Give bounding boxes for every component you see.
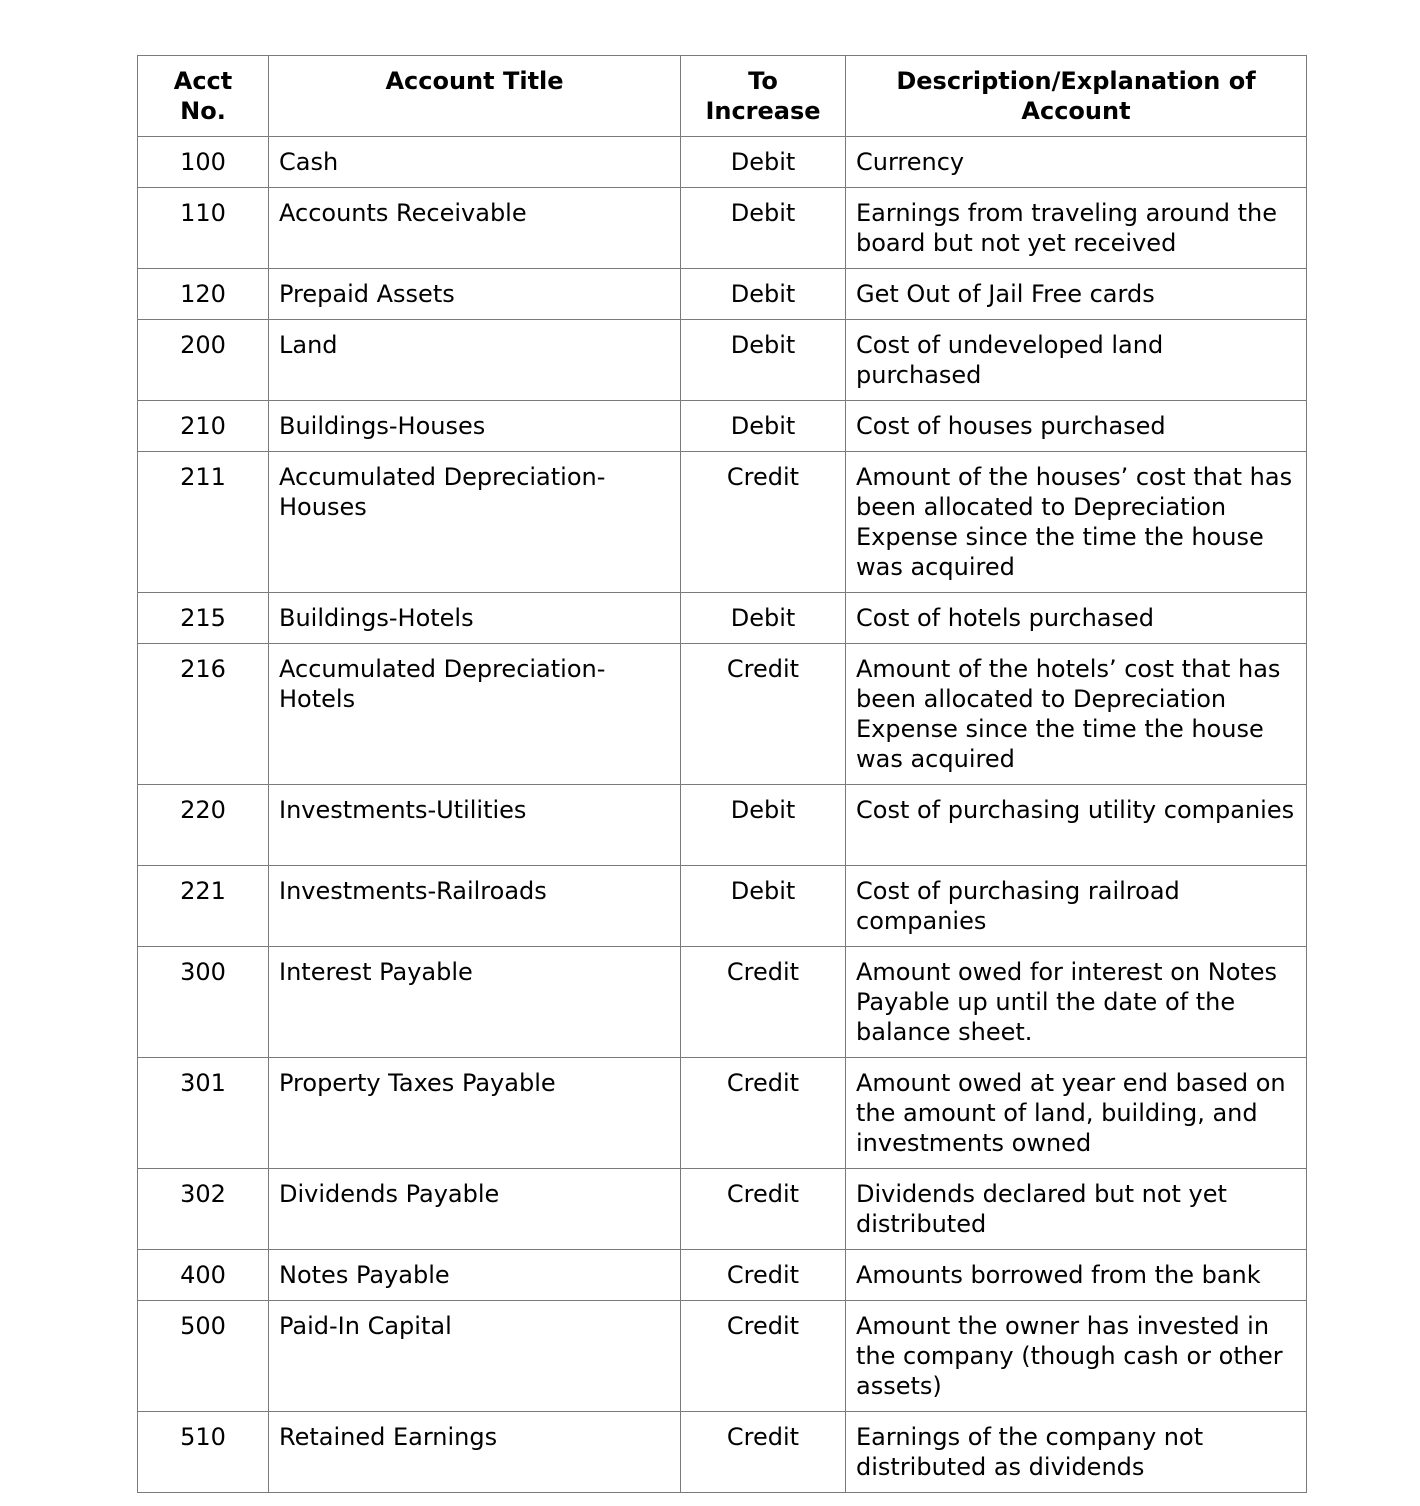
table-header-row (138, 56, 1307, 137)
header-description: Description/Explanation of Account (846, 56, 1307, 137)
acct-no-cell: 220 (138, 785, 269, 866)
description-cell: Cost of houses purchased (846, 401, 1307, 452)
description-cell: Earnings from traveling around the board but not yet received (846, 188, 1307, 269)
table-row (138, 452, 1307, 593)
acct-no-cell: 400 (138, 1250, 269, 1301)
table-row (138, 593, 1307, 644)
acct-no-cell: 500 (138, 1301, 269, 1412)
acct-no-cell: 120 (138, 269, 269, 320)
account-title-cell: Paid-In Capital (269, 1301, 681, 1412)
table-row (138, 269, 1307, 320)
acct-no-cell: 110 (138, 188, 269, 269)
description-cell: Cost of purchasing utility companies (846, 785, 1307, 866)
chart-of-accounts-table (137, 55, 1307, 1493)
account-title-cell: Dividends Payable (269, 1169, 681, 1250)
acct-no-cell: 100 (138, 137, 269, 188)
description-cell: Amount the owner has invested in the company (though cash or other assets) (846, 1301, 1307, 1412)
header-to-increase: To Increase (681, 56, 846, 137)
account-title-cell: Accounts Receivable (269, 188, 681, 269)
description-cell: Cost of undeveloped land purchased (846, 320, 1307, 401)
table-row (138, 947, 1307, 1058)
table-row (138, 188, 1307, 269)
account-title-cell: Property Taxes Payable (269, 1058, 681, 1169)
to-increase-cell: Credit (681, 1169, 846, 1250)
to-increase-cell: Debit (681, 269, 846, 320)
table-row (138, 644, 1307, 785)
account-title-cell: Investments-Utilities (269, 785, 681, 866)
account-title-cell: Buildings-Houses (269, 401, 681, 452)
description-cell: Cost of hotels purchased (846, 593, 1307, 644)
to-increase-cell: Debit (681, 785, 846, 866)
table-row (138, 785, 1307, 866)
to-increase-cell: Credit (681, 1412, 846, 1493)
description-cell: Amount of the hotels’ cost that has been allocated to Depreciation Expense since the time the house was acquired (846, 644, 1307, 785)
acct-no-cell: 221 (138, 866, 269, 947)
account-title-cell: Accumulated Depreciation-Hotels (269, 644, 681, 785)
table-row (138, 866, 1307, 947)
description-cell: Amount owed for interest on Notes Payable up until the date of the balance sheet. (846, 947, 1307, 1058)
acct-no-cell: 510 (138, 1412, 269, 1493)
header-acct-no: Acct No. (138, 56, 269, 137)
to-increase-cell: Credit (681, 452, 846, 593)
description-cell: Dividends declared but not yet distributed (846, 1169, 1307, 1250)
to-increase-cell: Credit (681, 1250, 846, 1301)
to-increase-cell: Debit (681, 401, 846, 452)
to-increase-cell: Debit (681, 866, 846, 947)
table-row (138, 1250, 1307, 1301)
to-increase-cell: Credit (681, 1301, 846, 1412)
account-title-cell: Retained Earnings (269, 1412, 681, 1493)
to-increase-cell: Credit (681, 947, 846, 1058)
acct-no-cell: 210 (138, 401, 269, 452)
account-title-cell: Accumulated Depreciation-Houses (269, 452, 681, 593)
account-title-cell: Investments-Railroads (269, 866, 681, 947)
table-row (138, 401, 1307, 452)
account-title-cell: Land (269, 320, 681, 401)
account-title-cell: Cash (269, 137, 681, 188)
acct-no-cell: 200 (138, 320, 269, 401)
to-increase-cell: Credit (681, 1058, 846, 1169)
table-row (138, 320, 1307, 401)
description-cell: Cost of purchasing railroad companies (846, 866, 1307, 947)
to-increase-cell: Debit (681, 320, 846, 401)
account-title-cell: Interest Payable (269, 947, 681, 1058)
description-cell: Amount of the houses’ cost that has been allocated to Depreciation Expense since the time the house was acquired (846, 452, 1307, 593)
acct-no-cell: 301 (138, 1058, 269, 1169)
acct-no-cell: 215 (138, 593, 269, 644)
to-increase-cell: Debit (681, 137, 846, 188)
description-cell: Get Out of Jail Free cards (846, 269, 1307, 320)
description-cell: Earnings of the company not distributed as dividends (846, 1412, 1307, 1493)
description-cell: Amount owed at year end based on the amount of land, building, and investments owned (846, 1058, 1307, 1169)
table-row (138, 1301, 1307, 1412)
acct-no-cell: 300 (138, 947, 269, 1058)
acct-no-cell: 302 (138, 1169, 269, 1250)
to-increase-cell: Debit (681, 188, 846, 269)
account-title-cell: Buildings-Hotels (269, 593, 681, 644)
table-row (138, 1412, 1307, 1493)
header-account-title: Account Title (269, 56, 681, 137)
account-title-cell: Prepaid Assets (269, 269, 681, 320)
acct-no-cell: 211 (138, 452, 269, 593)
acct-no-cell: 216 (138, 644, 269, 785)
table-row (138, 137, 1307, 188)
to-increase-cell: Debit (681, 593, 846, 644)
to-increase-cell: Credit (681, 644, 846, 785)
table-row (138, 1169, 1307, 1250)
table-row (138, 1058, 1307, 1169)
description-cell: Amounts borrowed from the bank (846, 1250, 1307, 1301)
description-cell: Currency (846, 137, 1307, 188)
account-title-cell: Notes Payable (269, 1250, 681, 1301)
